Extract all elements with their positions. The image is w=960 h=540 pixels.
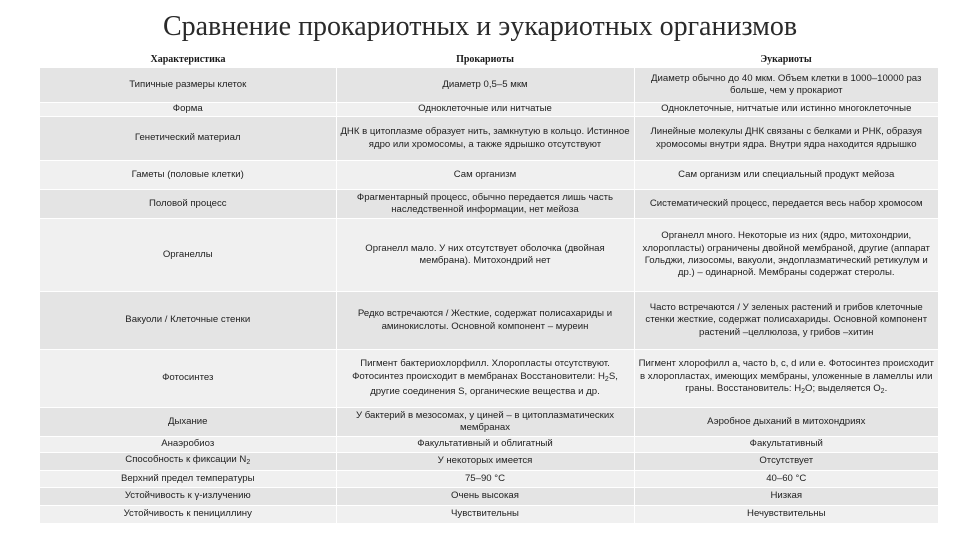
eukaryote-cell: Низкая: [634, 488, 938, 506]
table-row: [40, 68, 938, 103]
eukaryote-cell: 40–60 °С: [634, 471, 938, 488]
eukaryote-cell: Аэробное дыханий в митохондриях: [634, 408, 938, 437]
table-row: [40, 408, 938, 437]
eukaryote-cell: Пигмент хлорофилл а, часто b, c, d или e. Фотосинтез происходит в хлоропластах, имеющих мембраны, уложенные в ламеллы или граны. Восстановитель: $H_2O$; выделяется $O_2$.: [634, 350, 938, 408]
table-header-row: [40, 54, 938, 68]
eukaryote-cell: Нечувствительны: [634, 506, 938, 524]
row-label: Гаметы (половые клетки): [40, 161, 336, 190]
prokaryote-cell: Фрагментарный процесс, обычно передается лишь часть наследственной информации, нет мейоза: [336, 190, 634, 219]
row-label: Органеллы: [40, 219, 336, 292]
prokaryote-cell: Пигмент бактериохлорфилл. Хлоропласты отсутствуют. Фотосинтез происходит в мембранах Восстановители: $H_2S$, другие соединения S, органические вещества и др.: [336, 350, 634, 408]
row-label: Дыхание: [40, 408, 336, 437]
prokaryote-cell: Очень высокая: [336, 488, 634, 506]
table-row: [40, 471, 938, 488]
prokaryote-cell: Факультативный и облигатный: [336, 437, 634, 453]
eukaryote-cell: Часто встречаются / У зеленых растений и грибов клеточные стенки жесткие, содержат полисахариды. Основной компонент растений –целлюлоза, у грибов –хитин: [634, 292, 938, 350]
header-eukaryotes: Эукариоты: [634, 54, 938, 68]
prokaryote-cell: Диаметр 0,5–5 мкм: [336, 68, 634, 103]
table-row: [40, 506, 938, 524]
prokaryote-cell: Редко встречаются / Жесткие, содержат полисахариды и аминокислоты. Основной компонент – муреин: [336, 292, 634, 350]
table-row: [40, 103, 938, 117]
prokaryote-cell: Органелл мало. У них отсутствует оболочка (двойная мембрана). Митохондрий нет: [336, 219, 634, 292]
eukaryote-cell: Систематический процесс, передается весь набор хромосом: [634, 190, 938, 219]
row-label: Устойчивость к пенициллину: [40, 506, 336, 524]
table-row: [40, 350, 938, 408]
header-characteristic: Характеристика: [40, 54, 336, 68]
table-row: [40, 219, 938, 292]
table-row: [40, 117, 938, 161]
row-label: Анаэробиоз: [40, 437, 336, 453]
header-prokaryotes: Прокариоты: [336, 54, 634, 68]
prokaryote-cell: 75–90 °С: [336, 471, 634, 488]
prokaryote-cell: ДНК в цитоплазме образует нить, замкнутую в кольцо. Истинное ядро или хромосомы, а также ядрышко отсутствуют: [336, 117, 634, 161]
row-label: Генетический материал: [40, 117, 336, 161]
table-row: [40, 453, 938, 471]
row-label: Типичные размеры клеток: [40, 68, 336, 103]
table-row: [40, 488, 938, 506]
row-label: Фотосинтез: [40, 350, 336, 408]
slide-title: Сравнение прокариотных и эукариотных организмов: [162, 11, 798, 42]
eukaryote-cell: Диаметр обычно до 40 мкм. Объем клетки в 1000–10000 раз больше, чем у прокариот: [634, 68, 938, 103]
prokaryote-cell: Сам организм: [336, 161, 634, 190]
row-label: Способность к фиксации $N_2$: [40, 453, 336, 471]
eukaryote-cell: Отсутствует: [634, 453, 938, 471]
eukaryote-cell: Сам организм или специальный продукт мейоза: [634, 161, 938, 190]
comparison-table: [40, 54, 938, 524]
table-row: [40, 292, 938, 350]
table-row: [40, 161, 938, 190]
prokaryote-cell: Одноклеточные или нитчатые: [336, 103, 634, 117]
row-label: Форма: [40, 103, 336, 117]
table-row: [40, 437, 938, 453]
row-label: Устойчивость к γ-излучению: [40, 488, 336, 506]
row-label: Верхний предел температуры: [40, 471, 336, 488]
eukaryote-cell: Факультативный: [634, 437, 938, 453]
eukaryote-cell: Линейные молекулы ДНК связаны с белками и РНК, образуя хромосомы внутри ядра. Внутри ядра находится ядрышко: [634, 117, 938, 161]
row-label: Половой процесс: [40, 190, 336, 219]
eukaryote-cell: Одноклеточные, нитчатые или истинно многоклеточные: [634, 103, 938, 117]
row-label: Вакуоли / Клеточные стенки: [40, 292, 336, 350]
prokaryote-cell: У бактерий в мезосомах, у циней – в цитоплазматических мембранах: [336, 408, 634, 437]
prokaryote-cell: Чувствительны: [336, 506, 634, 524]
table-row: [40, 190, 938, 219]
eukaryote-cell: Органелл много. Некоторые из них (ядро, митохондрии, хлоропласты) ограничены двойной мембраной, другие (аппарат Гольджи, лизосомы, вакуоли, эндоплазматический ретикулум и др.) – одинарной. Мембраны содержат стеролы.: [634, 219, 938, 292]
prokaryote-cell: У некоторых имеется: [336, 453, 634, 471]
